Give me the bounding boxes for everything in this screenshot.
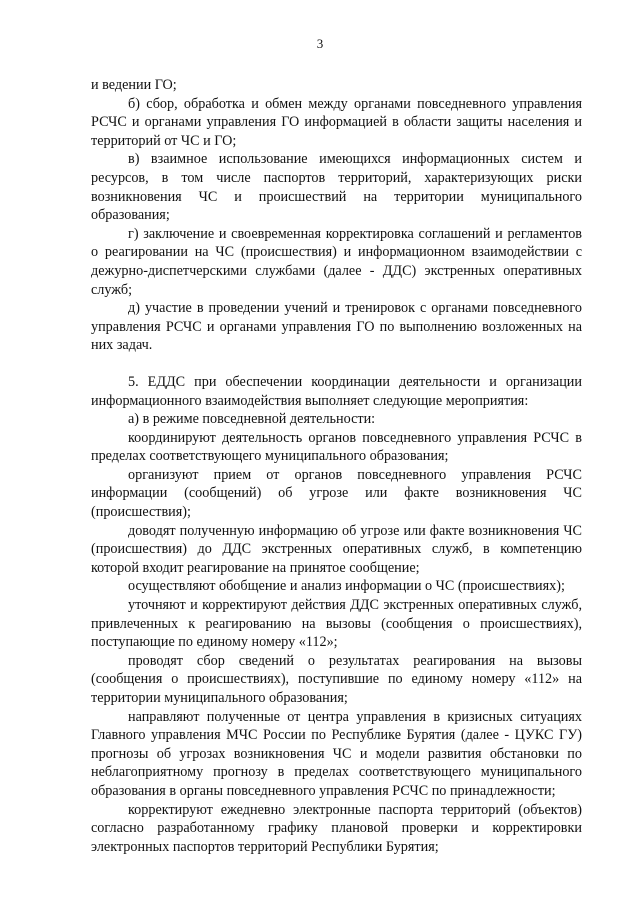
paragraph-item-d: д) участие в проведении учений и тренировок с органами повседневного управления РСЧС и органами управления ГО по выполнению возложенных на них задач. — [91, 300, 582, 354]
paragraph-item-b: б) сбор, обработка и обмен между органами повседневного управления РСЧС и органами управления ГО информацией в области защиты населения и территорий от ЧС и ГО; — [91, 95, 582, 149]
paragraph-collect-results: проводят сбор сведений о результатах реагирования на вызовы (сообщения о происшествиях), поступившие по единому номеру «112» на территории муниципального образования; — [91, 652, 582, 706]
paragraph-coordinate: координируют деятельность органов повседневного управления РСЧС в пределах соответствующего муниципального образования; — [91, 429, 582, 465]
paragraph-item-v: в) взаимное использование имеющихся информационных систем и ресурсов, в том числе паспортов территорий, характеризующих риски возникновения ЧС и происшествий на территории муниципального образования; — [91, 151, 582, 224]
paragraph-adjust-actions: уточняют и корректируют действия ДДС экстренных оперативных служб, привлеченных к реагированию на вызовы (сообщения о происшествиях), поступающие по единому номеру «112»; — [91, 597, 582, 651]
paragraph-continuation: и ведении ГО; — [91, 77, 177, 93]
section-gap — [91, 355, 582, 373]
page-number: 3 — [316, 36, 324, 51]
document-body — [91, 76, 582, 856]
paragraph-passports: корректируют ежедневно электронные паспорта территорий (объектов) согласно разработанному графику плановой проверки и корректировки электронных паспортов территорий Республики Бурятия; — [91, 801, 582, 855]
paragraph-forward-info: доводят полученную информацию об угрозе или факте возникновения ЧС (происшествия) до ДДС экстренных оперативных служб, в компетенцию которой входит реагирование на принятое сообщение; — [91, 522, 582, 576]
paragraph-organize-reception: организуют прием от органов повседневного управления РСЧС информации (сообщений) об угрозе или факте возникновения ЧС (происшествия); — [91, 466, 582, 521]
section-5-heading: 5. ЕДДС при обеспечении координации деятельности и организации информационного взаимодействия выполняет следующие мероприятия: — [91, 373, 582, 409]
paragraph-send-forecasts: направляют полученные от центра управления в кризисных ситуациях Главного управления МЧС России по Республике Бурятия (далее - ЦУКС ГУ) прогнозы об угрозах возникновения ЧС и модели развития обстановки по неблагоприятному прогнозу в пределах соответствующего муниципального образования в органы повседневного управления РСЧС по принадлежности; — [91, 708, 582, 799]
paragraph-item-g: г) заключение и своевременная корректировка соглашений и регламентов о реагировании на ЧС (происшествия) и информационном взаимодействии с дежурно-диспетчерскими службами (далее - ДДС) экстренных оперативных служб; — [91, 225, 582, 298]
paragraph-analysis: осуществляют обобщение и анализ информации о ЧС (происшествиях); — [128, 578, 565, 595]
paragraph-item-a: а) в режиме повседневной деятельности: — [128, 411, 376, 428]
